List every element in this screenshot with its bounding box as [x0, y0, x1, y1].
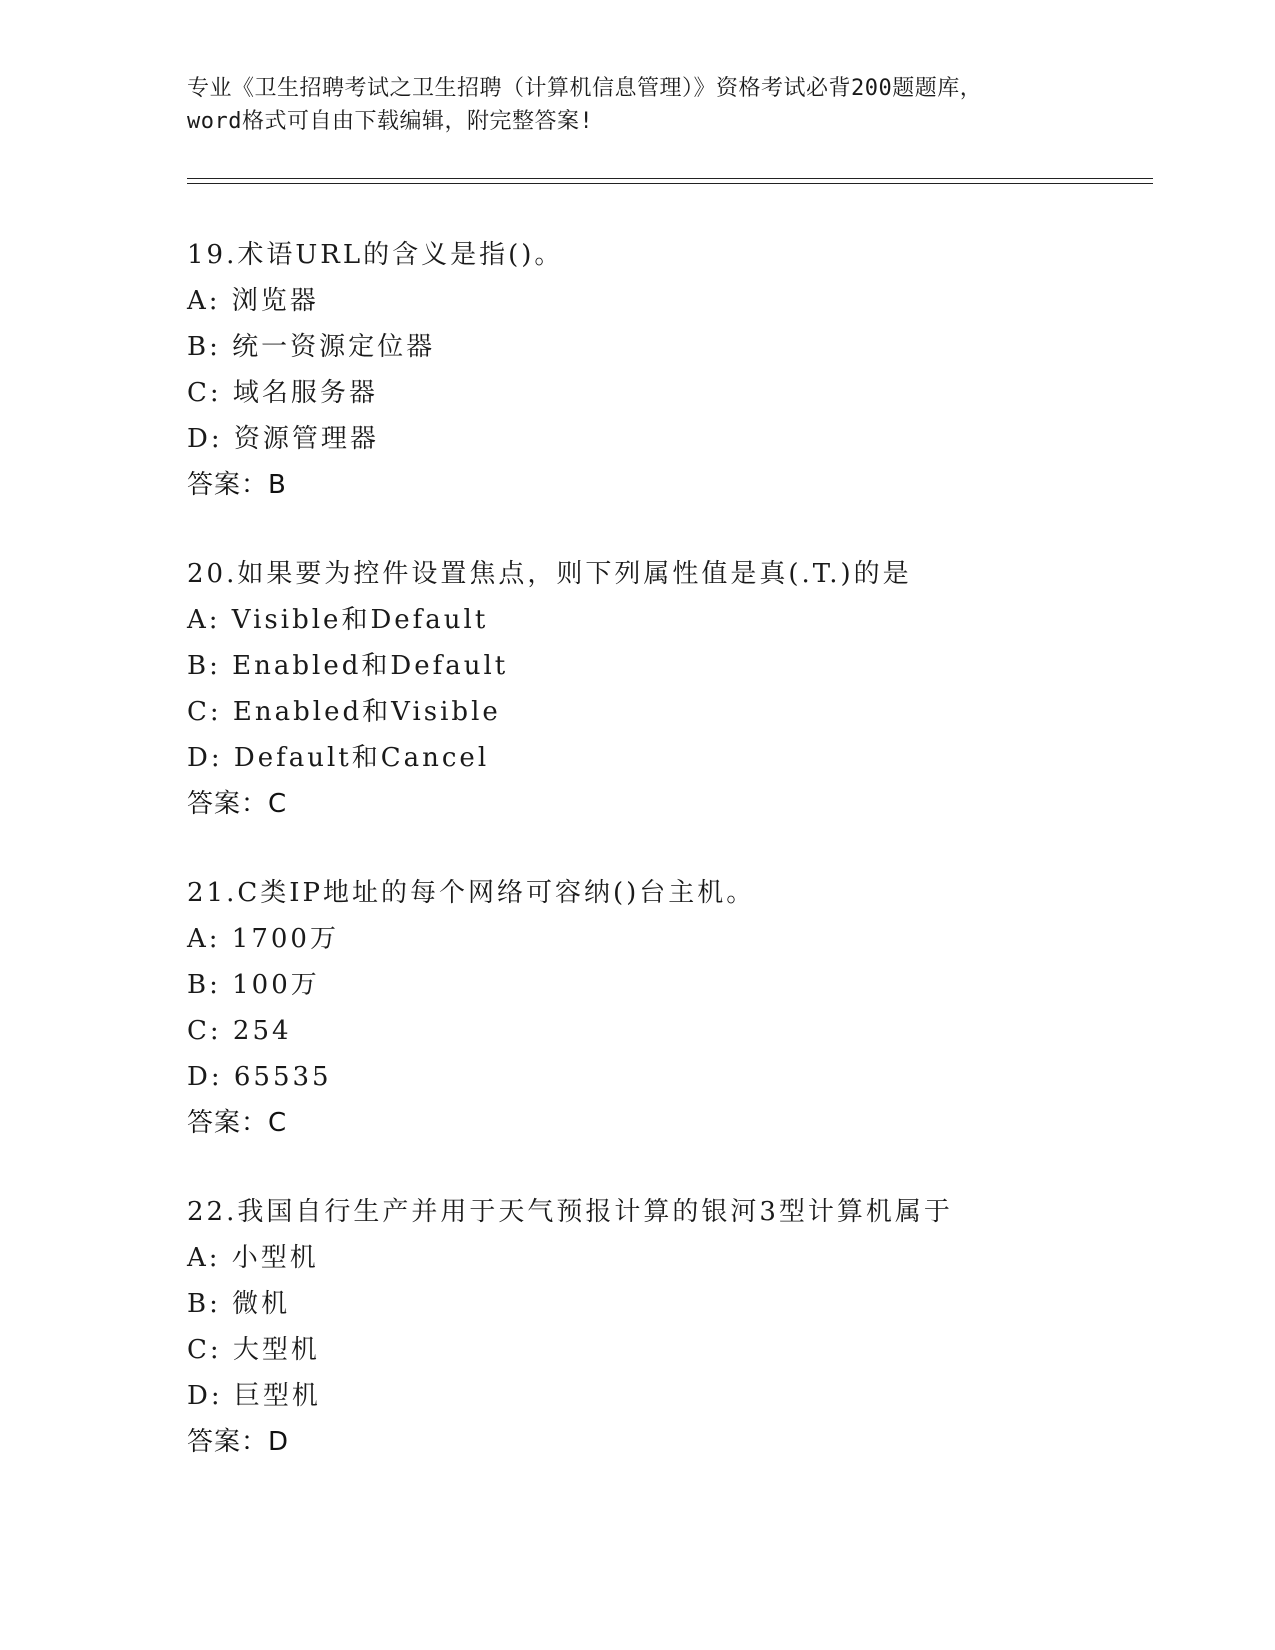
question-list: [187, 232, 1147, 1508]
answer-label: 答案：B: [187, 470, 287, 500]
option-c: C: 域名服务器: [187, 378, 378, 408]
question-stem: 19.术语URL的含义是指()。: [187, 240, 564, 270]
answer-label: 答案：D: [187, 1427, 290, 1457]
header-line-1: 专业《卫生招聘考试之卫生招聘（计算机信息管理）》资格考试必背200题题库，: [187, 76, 983, 101]
option-a: A: Visible和Default: [187, 605, 489, 635]
option-d: D: 65535: [187, 1062, 332, 1092]
option-a: A: 1700万: [187, 924, 339, 954]
option-d: D: 巨型机: [187, 1381, 321, 1411]
option-c: C: 254: [187, 1016, 292, 1046]
question-19: [187, 232, 1147, 508]
question-stem: 21.C类IP地址的每个网络可容纳()台主机。: [187, 878, 756, 908]
option-d: D: 资源管理器: [187, 424, 379, 454]
option-a: A: 浏览器: [187, 286, 319, 316]
header-divider-top: [187, 178, 1153, 179]
option-b: B: 统一资源定位器: [187, 332, 436, 362]
question-20: [187, 551, 1147, 827]
option-d: D: Default和Cancel: [187, 743, 490, 773]
question-22: [187, 1189, 1147, 1465]
option-c: C: 大型机: [187, 1335, 320, 1365]
header-line-2: word格式可自由下载编辑，附完整答案!: [187, 109, 594, 134]
option-b: B: 100万: [187, 970, 320, 1000]
question-stem: 20.如果要为控件设置焦点，则下列属性值是真(.T.)的是: [187, 559, 912, 589]
option-c: C: Enabled和Visible: [187, 697, 501, 727]
header-divider-bottom: [187, 183, 1153, 184]
answer-label: 答案：C: [187, 789, 288, 819]
document-header: [187, 72, 1087, 138]
question-stem: 22.我国自行生产并用于天气预报计算的银河3型计算机属于: [187, 1197, 953, 1227]
option-b: B: Enabled和Default: [187, 651, 509, 681]
option-a: A: 小型机: [187, 1243, 319, 1273]
question-21: [187, 870, 1147, 1146]
answer-label: 答案：C: [187, 1108, 288, 1138]
option-b: B: 微机: [187, 1289, 291, 1319]
